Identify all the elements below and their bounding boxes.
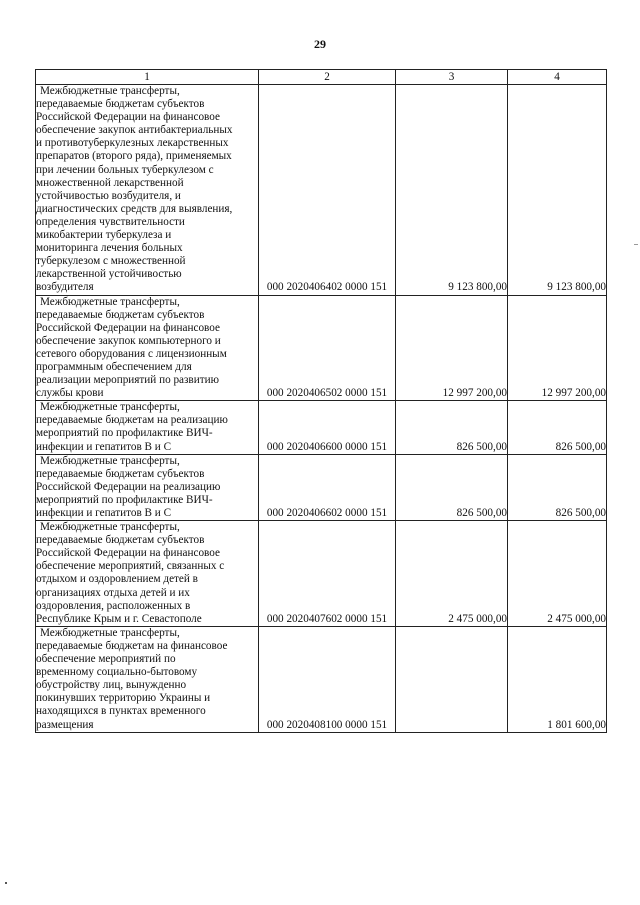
amount-column-4: 1 801 600,00 (508, 626, 607, 732)
description-line: лекарственной устойчивостью (36, 268, 182, 281)
table-row (36, 401, 607, 454)
description-line: передаваемые бюджетам субъектов (36, 534, 205, 547)
description-line: диагностических средств для выявления, (36, 202, 233, 215)
budget-code: 000 2020407602 0000 151 (259, 521, 396, 627)
table-row (36, 85, 607, 296)
amount-column-3: 2 475 000,00 (396, 521, 508, 627)
table-row (36, 295, 607, 401)
description-line: Российской Федерации на финансовое (36, 547, 220, 560)
table-row (36, 454, 607, 520)
description-line: передаваемые бюджетам субъектов (36, 467, 205, 480)
table-row (36, 521, 607, 627)
description-line: инфекции и гепатитов В и С (36, 440, 172, 453)
description-line: определения чувствительности (36, 215, 185, 228)
description-line: Межбюджетные трансферты, (40, 401, 180, 414)
description-line: обустройству лиц, вынужденно (36, 679, 187, 692)
description-line: устойчивостью возбудителя, и (36, 189, 181, 202)
description-line: временному социально-бытовому (36, 666, 198, 679)
amount-column-4: 2 475 000,00 (508, 521, 607, 627)
description-line: возбудителя (36, 281, 94, 294)
row-description (36, 295, 259, 401)
description-line: Межбюджетные трансферты, (40, 295, 180, 308)
description-line: сетевого оборудования с лицензионным (36, 347, 227, 360)
row-description (36, 454, 259, 520)
amount-column-4: 12 997 200,00 (508, 295, 607, 401)
column-header-1: 1 (36, 70, 259, 85)
description-line: Российской Федерации на реализацию (36, 480, 221, 493)
column-header-4: 4 (508, 70, 607, 85)
description-line: программным обеспечением для (36, 360, 192, 373)
description-line: передаваемые бюджетам на финансовое (36, 639, 228, 652)
description-line: передаваемые бюджетам на реализацию (36, 414, 228, 427)
description-line: покинувших территорию Украины и (36, 692, 211, 705)
amount-column-4: 9 123 800,00 (508, 85, 607, 296)
description-line: передаваемые бюджетам субъектов (36, 98, 205, 111)
scan-mark (634, 244, 638, 245)
description-line: и противотуберкулезных лекарственных (36, 137, 229, 150)
amount-column-3: 826 500,00 (396, 401, 508, 454)
description-line: Межбюджетные трансферты, (40, 626, 180, 639)
description-line: обеспечение мероприятий по (36, 653, 176, 666)
column-header-3: 3 (396, 70, 508, 85)
row-description (36, 521, 259, 627)
description-line: мониторинга лечения больных (36, 242, 183, 255)
description-line: Межбюджетные трансферты, (40, 454, 180, 467)
budget-code: 000 2020406502 0000 151 (259, 295, 396, 401)
scan-dot (5, 882, 7, 884)
amount-column-3: 826 500,00 (396, 454, 508, 520)
amount-column-4: 826 500,00 (508, 454, 607, 520)
description-line: инфекции и гепатитов В и С (36, 507, 172, 519)
budget-code: 000 2020406402 0000 151 (259, 85, 396, 296)
description-line: Межбюджетные трансферты, (40, 85, 180, 97)
column-header-2: 2 (259, 70, 396, 85)
description-line: Межбюджетные трансферты, (40, 521, 180, 534)
table-row (36, 626, 607, 732)
description-line: при лечении больных туберкулезом с (36, 163, 214, 176)
description-line: туберкулезом с множественной (36, 255, 186, 268)
row-description (36, 626, 259, 732)
description-line: службы крови (36, 387, 104, 400)
amount-column-3 (396, 626, 508, 732)
amount-column-3: 9 123 800,00 (396, 85, 508, 296)
amount-column-3: 12 997 200,00 (396, 295, 508, 401)
description-line: мероприятий по профилактике ВИЧ- (36, 493, 213, 506)
budget-code: 000 2020406602 0000 151 (259, 454, 396, 520)
header-row (36, 70, 607, 85)
budget-table (35, 69, 607, 733)
description-line: обеспечение мероприятий, связанных с (36, 560, 225, 573)
description-line: обеспечение закупок компьютерного и (36, 334, 221, 347)
description-line: микобактерии туберкулеза и (36, 229, 172, 242)
description-line: обеспечение закупок антибактериальных (36, 124, 233, 137)
description-line: Российской Федерации на финансовое (36, 321, 220, 334)
description-line: размещения (36, 718, 94, 731)
page-number: 29 (314, 37, 326, 51)
description-line: отдыхом и оздоровлением детей в (36, 573, 198, 586)
description-line: передаваемые бюджетам субъектов (36, 308, 205, 321)
row-description (36, 85, 259, 296)
description-line: организациях отдыха детей и их (36, 586, 190, 599)
description-line: мероприятий по профилактике ВИЧ- (36, 427, 213, 440)
description-line: множественной лекарственной (36, 176, 184, 189)
description-line: реализации мероприятий по развитию (36, 374, 219, 387)
amount-column-4: 826 500,00 (508, 401, 607, 454)
budget-code: 000 2020408100 0000 151 (259, 626, 396, 732)
description-line: находящихся в пунктах временного (36, 705, 206, 718)
row-description (36, 401, 259, 454)
description-line: препаратов (второго ряда), применяемых (36, 150, 232, 163)
description-line: Российской Федерации на финансовое (36, 111, 220, 124)
budget-code: 000 2020406600 0000 151 (259, 401, 396, 454)
description-line: оздоровления, расположенных в (36, 599, 191, 612)
table-body (36, 85, 607, 733)
description-line: Республике Крым и г. Севастополе (36, 612, 202, 625)
